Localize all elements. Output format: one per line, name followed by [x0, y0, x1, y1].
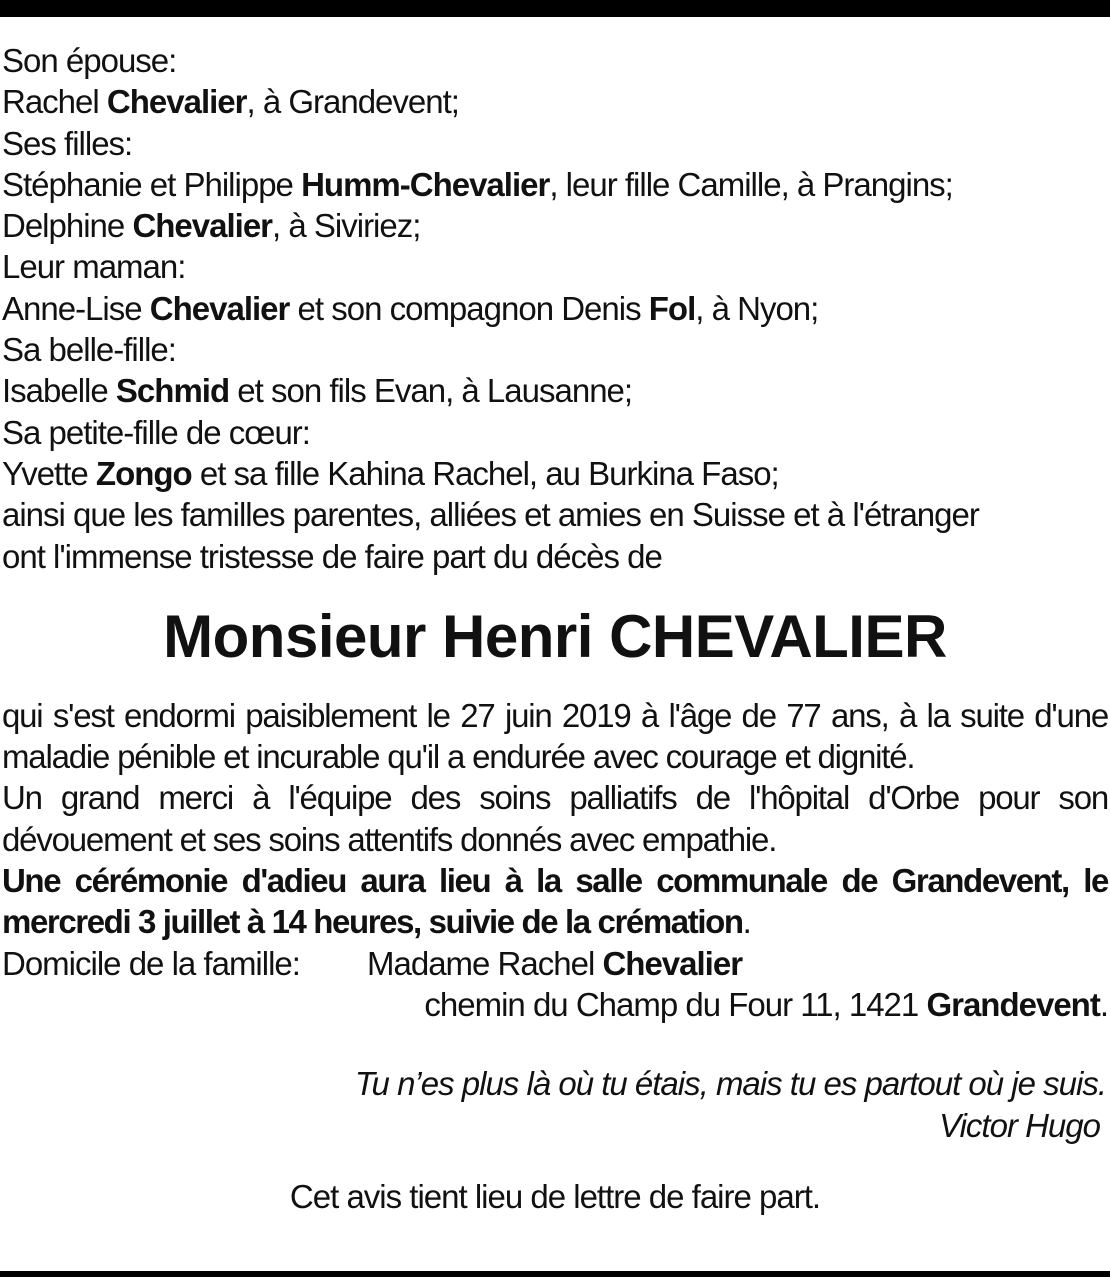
line-text: Rachel: [2, 83, 107, 121]
surname: Chevalier: [149, 289, 290, 327]
surname: Chevalier: [106, 83, 247, 121]
line-text: Anne-Lise: [2, 289, 150, 327]
relative-line: [2, 536, 1108, 577]
obituary-notice: [2, 40, 1108, 1217]
street-period: .: [1099, 985, 1108, 1023]
line-text: ainsi que les familles parentes, alliées et amies en Suisse et à l'étranger: [2, 496, 979, 534]
line-text: et son fils Evan, à Lausanne;: [229, 372, 633, 410]
relative-line: [2, 453, 1108, 494]
domicile-name-prefix: Madame Rachel: [367, 944, 603, 982]
line-text: Stéphanie et Philippe: [2, 165, 302, 203]
line-text: Ses filles:: [2, 124, 133, 162]
thanks-paragraph: Un grand merci à l'équipe des soins palliatifs de l'hôpital d'Orbe pour son dévouement et ses soins attentifs donnés avec empathie.: [2, 779, 1108, 858]
surname: Fol: [648, 289, 696, 327]
line-text: , leur fille Camille, à Prangins;: [549, 165, 953, 203]
surname: Chevalier: [132, 207, 273, 245]
line-text: Delphine: [2, 207, 133, 245]
relative-line: [2, 81, 1108, 122]
surname: Zongo: [95, 454, 192, 492]
line-text: Isabelle: [2, 372, 116, 410]
surname: Humm-Chevalier: [301, 165, 550, 203]
relative-line: [2, 40, 1108, 81]
death-paragraph: qui s'est endormi paisiblement le 27 juin 2019 à l'âge de 77 ans, à la suite d'une maladie pénible et incurable qu'il a endurée avec courage et dignité.: [2, 696, 1108, 776]
relative-line: [2, 246, 1108, 287]
family-address: [2, 943, 1108, 1026]
domicile-street: [424, 984, 1108, 1025]
relative-line: [2, 164, 1108, 205]
line-text: , à Grandevent;: [246, 83, 459, 121]
relatives-list: [2, 40, 1108, 577]
town-name: Grandevent: [926, 985, 1100, 1023]
line-text: , à Siviriez;: [272, 207, 421, 245]
relative-line: [2, 494, 1108, 535]
ceremony-paragraph: [2, 860, 1108, 943]
relative-line: [2, 123, 1108, 164]
ceremony-text: Une cérémonie d'adieu aura lieu à la salle communale de Grandevent, le mercredi 3 juillet à 14 heures, suivie de la crémation: [2, 862, 1108, 941]
street-text: chemin du Champ du Four 11, 1421: [424, 985, 927, 1023]
line-text: Sa petite-fille de cœur:: [2, 413, 310, 451]
relative-line: [2, 288, 1108, 329]
line-text: et son compagnon Denis: [289, 289, 649, 327]
line-text: Leur maman:: [2, 248, 186, 286]
line-text: Sa belle-fille:: [2, 331, 176, 369]
line-text: et sa fille Kahina Rachel, au Burkina Faso;: [191, 454, 779, 492]
domicile-surname: Chevalier: [602, 944, 743, 982]
quote-text: Tu n’es plus là où tu étais, mais tu es partout où je suis.: [354, 1065, 1106, 1103]
line-text: ont l'immense tristesse de faire part du décès de: [2, 537, 662, 575]
domicile-name: [367, 943, 742, 984]
bottom-rule: [0, 1271, 1110, 1277]
line-text: Son épouse:: [2, 42, 177, 79]
line-text: , à Nyon;: [695, 289, 819, 327]
ceremony-period: .: [742, 903, 751, 941]
relative-line: [2, 412, 1108, 453]
relative-line: [2, 329, 1108, 370]
closing-note: Cet avis tient lieu de lettre de faire part.: [289, 1177, 821, 1215]
quote-author: Victor Hugo: [939, 1106, 1100, 1144]
top-rule: [0, 0, 1110, 17]
deceased-name: Monsieur Henri CHEVALIER: [163, 602, 947, 670]
relative-line: [2, 205, 1108, 246]
quote-block: [2, 1063, 1108, 1146]
surname: Schmid: [115, 372, 230, 410]
domicile-label: Domicile de la famille:: [2, 944, 300, 982]
line-text: Yvette: [2, 454, 96, 492]
relative-line: [2, 370, 1108, 411]
